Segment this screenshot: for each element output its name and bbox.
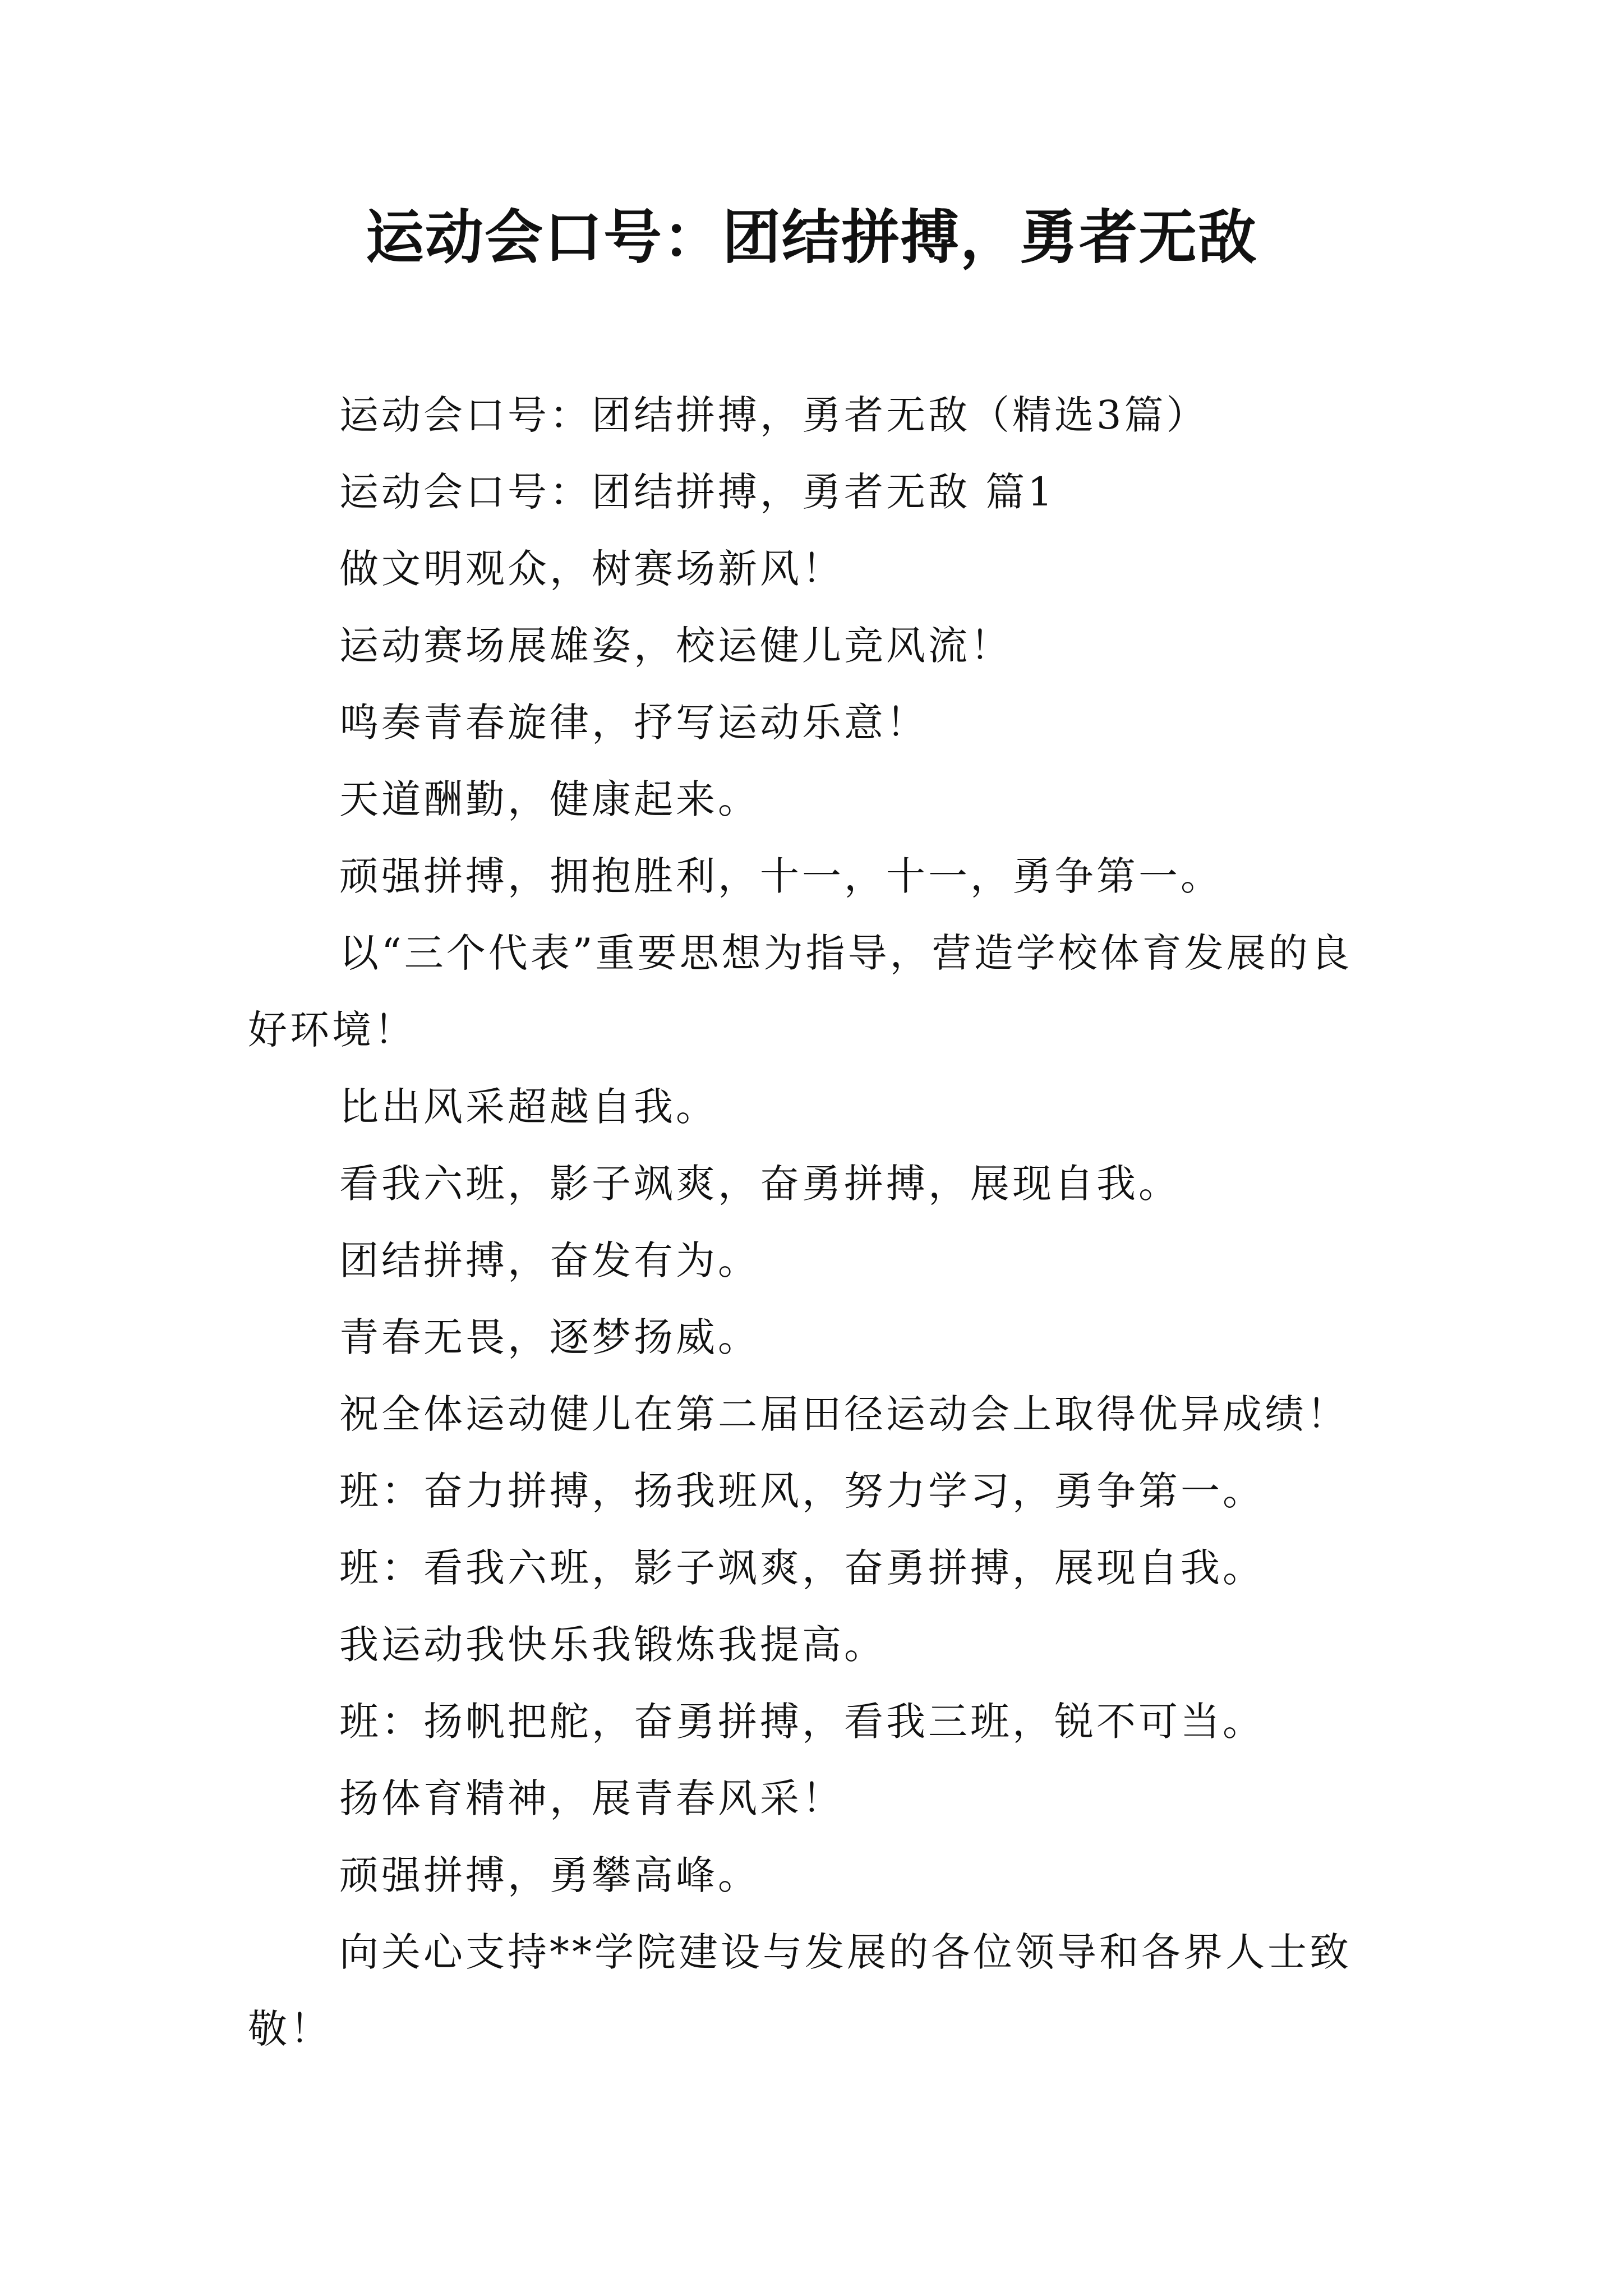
paragraph: 班：奋力拼搏，扬我班风，努力学习，勇争第一。 (339, 1468, 1265, 1514)
paragraph: 运动会口号：团结拼搏，勇者无敌 篇1 (339, 469, 1055, 515)
paragraph: 青春无畏，逐梦扬威。 (339, 1314, 760, 1360)
document-body (248, 377, 1386, 2068)
paragraph: 运动赛场展雄姿，校运健儿竞风流！ (339, 623, 1012, 669)
paragraph: 鸣奏青春旋律，抒写运动乐意！ (339, 700, 928, 746)
paragraph: 扬体育精神，展青春风采！ (339, 1775, 844, 1821)
paragraph: 向关心支持**学院建设与发展的各位领导和各界人士致敬！ (248, 1929, 1352, 2052)
paragraph: 顽强拼搏，拥抱胜利，十一，十一，勇争第一。 (339, 853, 1223, 899)
paragraph: 运动会口号：团结拼搏，勇者无敌（精选3篇） (339, 392, 1209, 438)
paragraph: 祝全体运动健儿在第二届田径运动会上取得优异成绩！ (339, 1391, 1349, 1437)
paragraph: 做文明观众，树赛场新风！ (339, 546, 844, 592)
paragraph: 天道酬勤，健康起来。 (339, 776, 760, 822)
paragraph: 我运动我快乐我锻炼我提高。 (339, 1622, 886, 1668)
paragraph: 顽强拼搏，勇攀高峰。 (339, 1852, 760, 1898)
paragraph: 班：扬帆把舵，奋勇拼搏，看我三班，锐不可当。 (339, 1699, 1265, 1745)
paragraph: 比出风采超越自我。 (339, 1084, 718, 1130)
paragraph: 看我六班，影子飒爽，奋勇拼搏，展现自我。 (339, 1161, 1181, 1207)
paragraph: 班：看我六班，影子飒爽，奋勇拼搏，展现自我。 (339, 1545, 1265, 1591)
paragraph: 团结拼搏，奋发有为。 (339, 1237, 760, 1283)
paragraph: 以“三个代表”重要思想为指导，营造学校体育发展的良好环境！ (248, 930, 1353, 1053)
document-title: 运动会口号：团结拼搏，勇者无敌 (365, 203, 1257, 272)
